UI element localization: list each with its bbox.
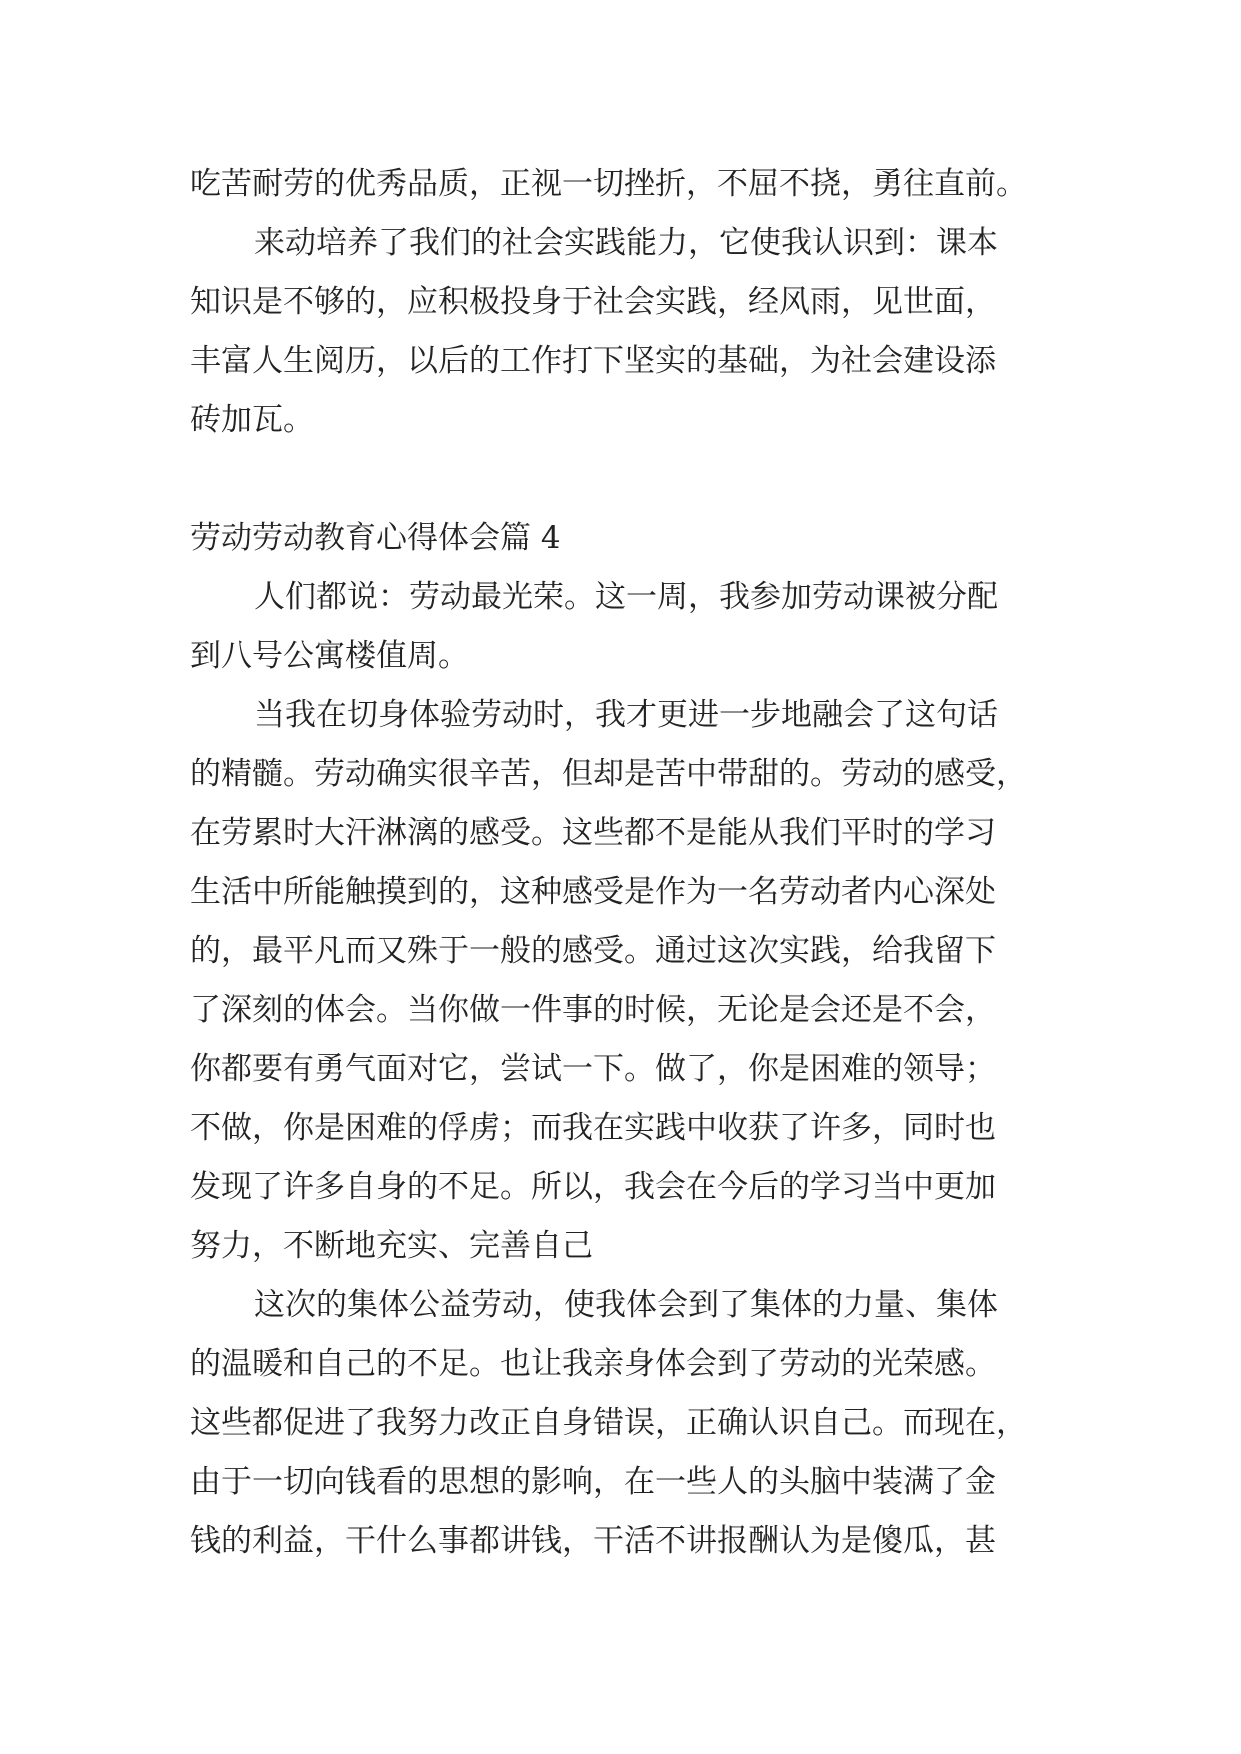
paragraph-line: 砖加瓦。: [190, 402, 314, 438]
paragraph-line: 到八号公寓楼值周。: [190, 638, 469, 674]
paragraph-line: 不做，你是困难的俘虏；而我在实践中收获了许多，同时也: [190, 1110, 996, 1146]
paragraph-line: 人们都说：劳动最光荣。这一周，我参加劳动课被分配: [254, 579, 998, 615]
paragraph-line: 丰富人生阅历，以后的工作打下坚实的基础，为社会建设添: [190, 343, 996, 379]
paragraph-line: 来动培养了我们的社会实践能力，它使我认识到：课本: [254, 225, 998, 261]
document-page: [190, 155, 1050, 1571]
paragraph-line: 你都要有勇气面对它，尝试一下。做了，你是困难的领导；: [190, 1051, 996, 1087]
section-heading: 劳动劳动教育心得体会篇 4: [190, 520, 561, 556]
paragraph-line: 这次的集体公益劳动，使我体会到了集体的力量、集体: [254, 1287, 998, 1323]
paragraph-line: 生活中所能触摸到的，这种感受是作为一名劳动者内心深处: [190, 874, 996, 910]
paragraph-line: 发现了许多自身的不足。所以，我会在今后的学习当中更加: [190, 1169, 996, 1205]
paragraph-line: 知识是不够的，应积极投身于社会实践，经风雨，见世面，: [190, 284, 996, 320]
paragraph-line: 努力，不断地充实、完善自己: [190, 1228, 593, 1264]
paragraph-line: 的温暖和自己的不足。也让我亲身体会到了劳动的光荣感。: [190, 1346, 996, 1382]
paragraph-line: 这些都促进了我努力改正自身错误，正确认识自己。而现在，: [190, 1405, 1027, 1441]
paragraph-line: 了深刻的体会。当你做一件事的时候，无论是会还是不会，: [190, 992, 996, 1028]
paragraph-line: 在劳累时大汗淋漓的感受。这些都不是能从我们平时的学习: [190, 815, 996, 851]
paragraph-line: 钱的利益，干什么事都讲钱，干活不讲报酬认为是傻瓜，甚: [190, 1523, 996, 1559]
paragraph-line: 当我在切身体验劳动时，我才更进一步地融会了这句话: [254, 697, 998, 733]
paragraph-line: 由于一切向钱看的思想的影响，在一些人的头脑中装满了金: [190, 1464, 996, 1500]
paragraph-line: 吃苦耐劳的优秀品质，正视一切挫折，不屈不挠，勇往直前。: [190, 166, 1027, 202]
paragraph-line: 的精髓。劳动确实很辛苦，但却是苦中带甜的。劳动的感受，: [190, 756, 1027, 792]
paragraph-line: 的，最平凡而又殊于一般的感受。通过这次实践，给我留下: [190, 933, 996, 969]
